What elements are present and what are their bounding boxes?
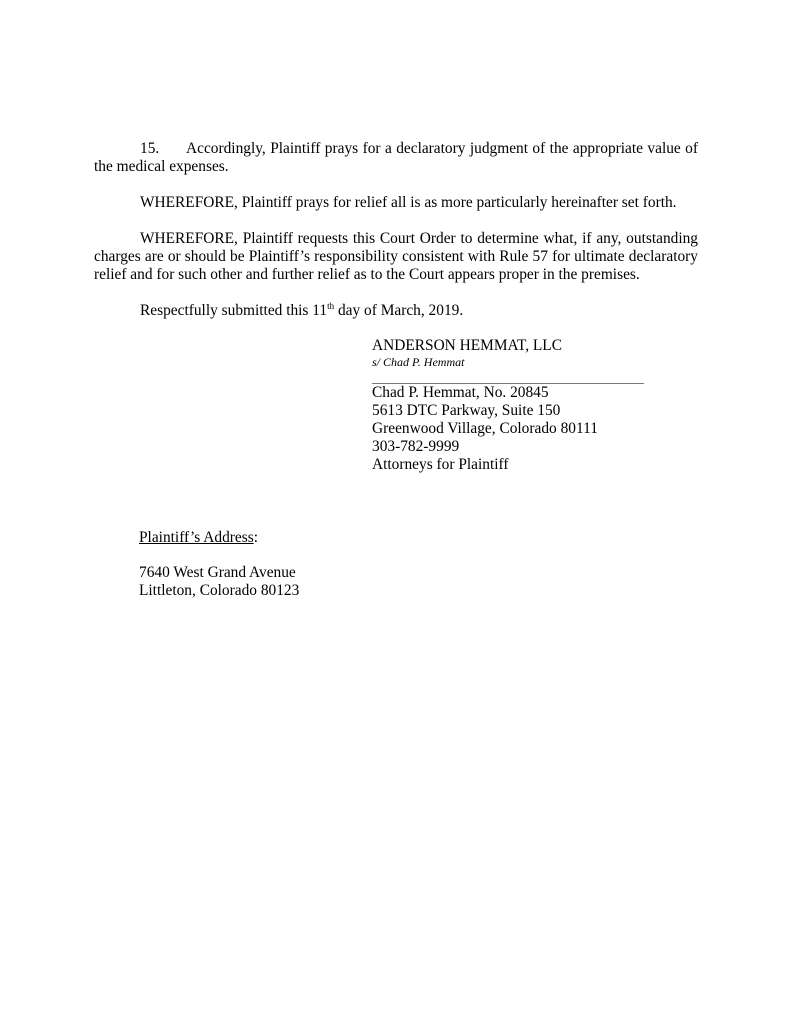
attorney-phone: 303-782-9999 bbox=[372, 438, 460, 455]
attorney-info bbox=[372, 384, 662, 474]
electronic-signature: s/ Chad P. Hemmat bbox=[372, 355, 465, 369]
submitted-date: day of March, 2019. bbox=[334, 302, 464, 319]
attorney-role: Attorneys for Plaintiff bbox=[372, 456, 509, 473]
wherefore-relief-paragraph: WHEREFORE, Plaintiff prays for relief all is as more particularly hereinafter set forth. bbox=[140, 194, 677, 211]
paragraph-15 bbox=[94, 140, 698, 176]
attorney-street: 5613 DTC Parkway, Suite 150 bbox=[372, 402, 561, 419]
attorney-name: Chad P. Hemmat, No. 20845 bbox=[372, 384, 549, 401]
wherefore-court-order-paragraph: WHEREFORE, Plaintiff requests this Court Order to determine what, if any, outstanding charges are or should be Plaintiff’s responsibility consistent with Rule 57 for ultimate declaratory relief and for such other and further relief as to the Court appears proper in the premises. bbox=[94, 230, 698, 283]
signature-block bbox=[372, 337, 662, 474]
respectfully-submitted-line bbox=[94, 302, 698, 320]
plaintiff-address-label bbox=[139, 529, 258, 547]
paragraph-number: 15. bbox=[140, 140, 160, 157]
plaintiff-street: 7640 West Grand Avenue bbox=[139, 564, 296, 581]
attorney-city: Greenwood Village, Colorado 80111 bbox=[372, 420, 598, 437]
firm-name: ANDERSON HEMMAT, LLC bbox=[372, 337, 562, 354]
plaintiff-address-heading: Plaintiff’s Address bbox=[139, 529, 254, 546]
submitted-prefix: Respectfully submitted this 11 bbox=[140, 302, 328, 319]
plaintiff-address bbox=[139, 564, 299, 600]
label-colon: : bbox=[253, 529, 258, 546]
ordinal-suffix: th bbox=[327, 301, 335, 311]
plaintiff-city: Littleton, Colorado 80123 bbox=[139, 582, 300, 599]
paragraph-15-text: Accordingly, Plaintiff prays for a declaratory judgment of the appropriate value of the medical expenses. bbox=[94, 140, 698, 175]
